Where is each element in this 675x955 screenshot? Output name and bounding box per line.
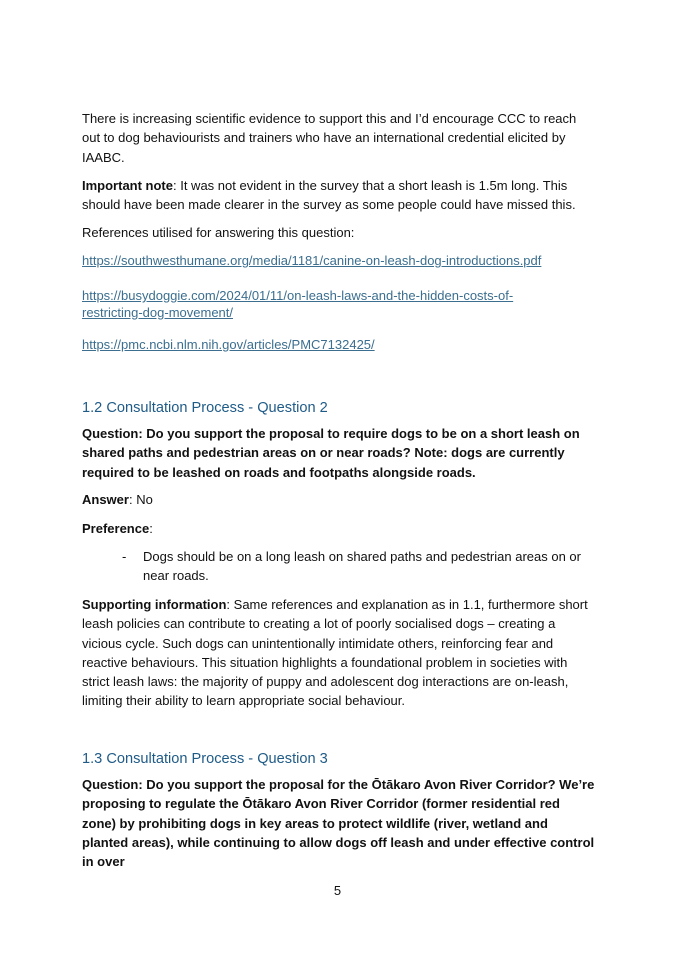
- section-heading-1-2: 1.2 Consultation Process - Question 2: [82, 400, 328, 416]
- preference-bullet-item: [82, 547, 597, 587]
- question-1-3-text: Question: Do you support the proposal for the Ōtākaro Avon River Corridor? We’re proposing to regulate the Ōtākaro Avon River Corridor (former residential red zone) by prohibiting dogs in key areas to protect wildlife (river, wetland and planted areas), while continuing to allow dogs off leash and under effective control in over: [82, 777, 595, 870]
- answer-value: : No: [128, 492, 153, 507]
- reference-link-busydoggie[interactable]: https://busydoggie.com/2024/01/11/on-leash-laws-and-the-hidden-costs-of-restricting-dog-movement/: [82, 288, 514, 320]
- reference-link-southwesthumane[interactable]: https://southwesthumane.org/media/1181/canine-on-leash-dog-introductions.pdf: [82, 253, 542, 268]
- answer-label: Answer: [82, 492, 129, 507]
- important-note-text: : It was not evident in the survey that a short leash is 1.5m long. This should have been made clearer in the survey as some people could have missed this.: [82, 178, 576, 213]
- preference-label: Preference: [82, 521, 150, 536]
- section-heading-1-3: 1.3 Consultation Process - Question 3: [82, 751, 328, 767]
- question-1-2-text: Question: Do you support the proposal to require dogs to be on a short leash on shared paths and pedestrian areas on or near roads? Note: dogs are currently required to be leashed on roads and footpaths alongside roads.: [82, 426, 580, 480]
- references-intro: References utilised for answering this question:: [82, 225, 355, 240]
- supporting-information-paragraph: [82, 595, 597, 711]
- question-1-3: [82, 775, 597, 871]
- supporting-text: : Same references and explanation as in 1.1, furthermore short leash policies can contribute to creating a lot of poorly socialised dogs – creating a vicious cycle. Such dogs can unintentionally intimidate others, reinforcing fear and reactive behaviours. This situation highlights a foundational problem in societies with strict leash laws: the majority of puppy and adolescent dog interactions are on-leash, limiting their ability to learn appropriate social behaviour.: [82, 597, 588, 709]
- important-note-paragraph: [82, 176, 597, 215]
- answer-paragraph: [82, 490, 597, 509]
- reference-link-pmc[interactable]: https://pmc.ncbi.nlm.nih.gov/articles/PMC7132425/: [82, 337, 375, 352]
- page-number: 5: [333, 883, 342, 898]
- bullet-text: Dogs should be on a long leash on shared paths and pedestrian areas on or near roads.: [143, 549, 581, 584]
- supporting-label: Supporting information: [82, 597, 227, 612]
- important-note-label: Important note: [82, 178, 173, 193]
- question-1-2: [82, 424, 597, 482]
- bullet-dash: -: [122, 549, 127, 564]
- intro-paragraph: There is increasing scientific evidence to support this and I’d encourage CCC to reach out to dog behaviourists and trainers who have an international credential elicited by IAABC.: [82, 111, 577, 165]
- preference-colon: :: [149, 521, 153, 536]
- preference-paragraph: [82, 519, 597, 538]
